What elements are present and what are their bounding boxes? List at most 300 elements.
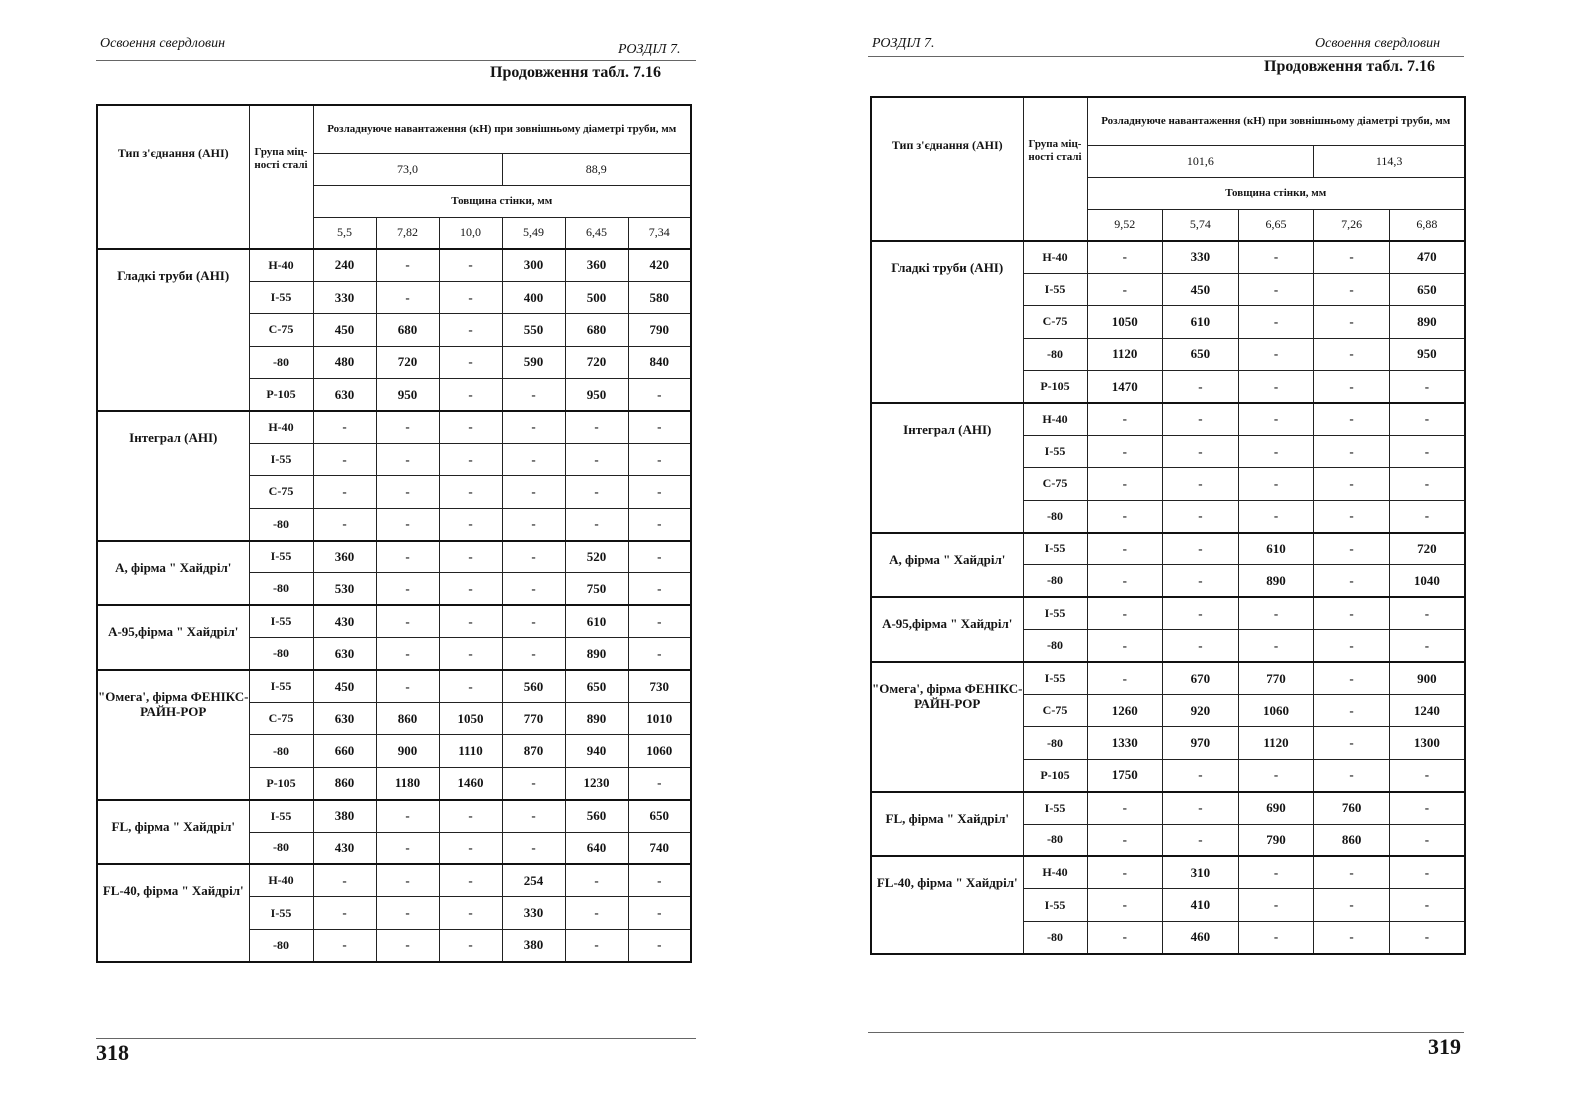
load-value-cell: 730 [628, 670, 691, 702]
load-value-cell: 1010 [628, 702, 691, 734]
load-value-cell: - [439, 541, 502, 573]
wall-thickness-header: 9,52 [1087, 209, 1163, 241]
load-value-cell: - [376, 929, 439, 961]
load-value-cell: 300 [502, 249, 565, 281]
load-value-cell: - [628, 605, 691, 637]
load-value-cell: 870 [502, 735, 565, 767]
load-value-cell: - [502, 832, 565, 864]
steel-grade-cell: Р-105 [249, 767, 313, 799]
load-value-cell: - [376, 411, 439, 443]
load-value-cell: - [628, 929, 691, 961]
load-value-cell: - [376, 638, 439, 670]
load-value-cell: - [502, 573, 565, 605]
load-value-cell: - [1389, 371, 1465, 403]
load-value-cell: - [628, 638, 691, 670]
load-value-cell: 650 [1389, 273, 1465, 305]
wall-thickness-header: 6,65 [1238, 209, 1314, 241]
load-value-cell: - [1163, 533, 1239, 565]
connection-type-cell: А, фірма " Хайдріл' [871, 533, 1023, 598]
load-value-cell: 950 [1389, 338, 1465, 370]
steel-grade-cell: Н-40 [1023, 856, 1087, 888]
load-value-cell: - [1163, 792, 1239, 824]
load-value-cell: - [376, 443, 439, 475]
table-row [871, 597, 1465, 629]
load-value-cell: 900 [376, 735, 439, 767]
left-page [0, 0, 760, 1106]
load-value-cell: 550 [502, 314, 565, 346]
load-value-cell: - [1314, 727, 1390, 759]
load-value-cell: - [439, 638, 502, 670]
load-value-cell: 860 [376, 702, 439, 734]
load-value-cell: - [502, 605, 565, 637]
load-value-cell: - [565, 864, 628, 896]
load-value-cell: - [1163, 824, 1239, 856]
wall-thickness-header: 5,74 [1163, 209, 1239, 241]
wall-thickness-header: 5,49 [502, 217, 565, 249]
connection-type-cell: "Омега', фірма ФЕНІКС-РАЙН-РОР [97, 670, 249, 800]
load-value-cell: - [1163, 468, 1239, 500]
load-value-cell: - [439, 864, 502, 896]
steel-grade-cell: -80 [1023, 500, 1087, 532]
table-row [97, 800, 691, 832]
steel-grade-cell: Н-40 [249, 411, 313, 443]
steel-grade-cell: -80 [1023, 630, 1087, 662]
column-header-type: Тип з'єднання (АНІ) [871, 97, 1023, 241]
table-row [871, 662, 1465, 694]
continuation-caption: Продовження табл. 7.16 [490, 64, 661, 81]
load-value-cell: 950 [376, 379, 439, 411]
diameter-header: 88,9 [502, 153, 691, 185]
table-row [871, 792, 1465, 824]
load-value-cell: 680 [376, 314, 439, 346]
load-value-cell: - [439, 670, 502, 702]
right-page [780, 0, 1596, 1106]
load-value-cell: - [1389, 435, 1465, 467]
load-value-cell: - [628, 411, 691, 443]
table-row [871, 856, 1465, 888]
load-value-cell: 460 [1163, 921, 1239, 953]
load-value-cell: - [1087, 921, 1163, 953]
load-value-cell: - [1238, 306, 1314, 338]
load-value-cell: - [1087, 889, 1163, 921]
header-rule [868, 56, 1464, 57]
load-value-cell: - [376, 670, 439, 702]
load-value-cell: - [1238, 435, 1314, 467]
load-value-cell: - [1087, 630, 1163, 662]
load-value-cell: - [376, 605, 439, 637]
load-value-cell: 530 [313, 573, 376, 605]
load-value-cell: - [313, 508, 376, 540]
load-value-cell: - [1163, 371, 1239, 403]
load-value-cell: 690 [1238, 792, 1314, 824]
connection-type-cell: FL-40, фірма " Хайдріл' [871, 856, 1023, 953]
load-value-cell: - [376, 800, 439, 832]
load-value-cell: 560 [502, 670, 565, 702]
steel-grade-cell: І-55 [249, 670, 313, 702]
load-value-cell: - [439, 508, 502, 540]
load-value-cell: - [313, 864, 376, 896]
load-value-cell: - [628, 767, 691, 799]
steel-grade-cell: С-75 [249, 702, 313, 734]
connection-type-cell: "Омега', фірма ФЕНІКС-РАЙН-РОР [871, 662, 1023, 792]
load-value-cell: - [1163, 759, 1239, 791]
load-value-cell: 1470 [1087, 371, 1163, 403]
load-value-cell: - [1314, 759, 1390, 791]
running-header-right: Освоення свердловин [1315, 36, 1441, 51]
load-value-cell: - [1314, 533, 1390, 565]
load-value-cell: - [1314, 403, 1390, 435]
steel-grade-cell: І-55 [249, 443, 313, 475]
load-value-cell: - [313, 443, 376, 475]
load-value-cell: - [1087, 792, 1163, 824]
load-value-cell: - [439, 379, 502, 411]
load-value-cell: 790 [628, 314, 691, 346]
wall-thickness-label: Товщина стінки, мм [1087, 177, 1465, 209]
load-value-cell: 680 [565, 314, 628, 346]
table-row [97, 864, 691, 896]
load-value-cell: - [1314, 921, 1390, 953]
load-value-cell: 720 [1389, 533, 1465, 565]
load-value-cell: 254 [502, 864, 565, 896]
load-value-cell: 610 [1238, 533, 1314, 565]
load-value-cell: 380 [502, 929, 565, 961]
load-value-cell: - [502, 476, 565, 508]
load-value-cell: 330 [502, 897, 565, 929]
load-value-cell: - [376, 864, 439, 896]
steel-grade-cell: -80 [249, 508, 313, 540]
load-value-cell: 450 [1163, 273, 1239, 305]
steel-grade-cell: -80 [249, 346, 313, 378]
load-value-cell: 450 [313, 670, 376, 702]
load-value-cell: - [1087, 435, 1163, 467]
load-value-cell: 760 [1314, 792, 1390, 824]
steel-grade-cell: Р-105 [1023, 371, 1087, 403]
load-value-cell: 670 [1163, 662, 1239, 694]
load-value-cell: 630 [313, 638, 376, 670]
steel-grade-cell: І-55 [1023, 273, 1087, 305]
load-value-cell: 1750 [1087, 759, 1163, 791]
steel-grade-cell: -80 [249, 832, 313, 864]
load-value-cell: 900 [1389, 662, 1465, 694]
load-value-cell: - [1314, 468, 1390, 500]
load-value-cell: - [628, 476, 691, 508]
load-value-cell: - [1314, 662, 1390, 694]
load-value-cell: - [1238, 856, 1314, 888]
load-value-cell: - [565, 929, 628, 961]
column-header-type: Тип з'єднання (АНІ) [97, 105, 249, 249]
load-value-cell: - [628, 508, 691, 540]
load-value-cell: 1330 [1087, 727, 1163, 759]
steel-grade-cell: С-75 [249, 476, 313, 508]
load-value-cell: - [1314, 435, 1390, 467]
load-value-cell: - [1389, 500, 1465, 532]
steel-grade-cell: -80 [1023, 338, 1087, 370]
load-value-cell: - [1087, 597, 1163, 629]
load-value-cell: - [1087, 565, 1163, 597]
load-value-cell: 310 [1163, 856, 1239, 888]
load-value-cell: - [1314, 889, 1390, 921]
load-value-cell: - [1087, 241, 1163, 273]
steel-grade-cell: С-75 [1023, 306, 1087, 338]
load-value-cell: 1260 [1087, 694, 1163, 726]
load-value-cell: - [439, 832, 502, 864]
load-value-cell: 1120 [1087, 338, 1163, 370]
load-value-cell: - [1087, 533, 1163, 565]
load-value-cell: 450 [313, 314, 376, 346]
load-value-cell: - [502, 541, 565, 573]
load-value-cell: - [439, 411, 502, 443]
table-row [97, 411, 691, 443]
load-value-cell: - [376, 573, 439, 605]
diameter-header: 73,0 [313, 153, 502, 185]
load-value-cell: - [1238, 630, 1314, 662]
steel-grade-cell: І-55 [1023, 889, 1087, 921]
load-value-cell: - [1389, 468, 1465, 500]
steel-grade-cell: Н-40 [1023, 403, 1087, 435]
load-value-cell: 840 [628, 346, 691, 378]
wall-thickness-header: 10,0 [439, 217, 502, 249]
load-value-cell: - [1389, 792, 1465, 824]
load-value-cell: - [628, 443, 691, 475]
load-value-cell: 1230 [565, 767, 628, 799]
load-value-cell: - [565, 476, 628, 508]
load-value-cell: 770 [502, 702, 565, 734]
load-value-cell: - [439, 605, 502, 637]
header-row [97, 105, 691, 153]
load-value-cell: 790 [1238, 824, 1314, 856]
load-value-cell: 650 [565, 670, 628, 702]
load-value-cell: 630 [313, 702, 376, 734]
load-value-cell: - [439, 346, 502, 378]
load-value-cell: 590 [502, 346, 565, 378]
load-value-cell: 750 [565, 573, 628, 605]
load-value-cell: - [628, 864, 691, 896]
load-value-cell: - [1087, 856, 1163, 888]
load-value-cell: - [502, 800, 565, 832]
load-value-cell: 330 [313, 281, 376, 313]
load-value-cell: 240 [313, 249, 376, 281]
steel-grade-cell: І-55 [1023, 792, 1087, 824]
load-value-cell: - [1389, 824, 1465, 856]
load-value-cell: - [313, 929, 376, 961]
load-value-cell: - [1314, 500, 1390, 532]
load-value-cell: 360 [313, 541, 376, 573]
load-value-cell: - [1087, 273, 1163, 305]
table-row [97, 541, 691, 573]
steel-grade-cell: І-55 [1023, 662, 1087, 694]
steel-grade-cell: І-55 [249, 541, 313, 573]
steel-grade-cell: І-55 [249, 605, 313, 637]
load-value-cell: - [502, 508, 565, 540]
steel-grade-cell: -80 [249, 573, 313, 605]
diameter-header: 114,3 [1314, 145, 1465, 177]
load-value-cell: - [1163, 630, 1239, 662]
load-value-cell: 400 [502, 281, 565, 313]
load-value-cell: - [1238, 273, 1314, 305]
load-value-cell: 970 [1163, 727, 1239, 759]
load-value-cell: 470 [1389, 241, 1465, 273]
header-row [871, 97, 1465, 145]
load-value-cell: - [1087, 500, 1163, 532]
page-number: 318 [96, 1040, 129, 1065]
connection-type-cell: Інтеграл (АНІ) [97, 411, 249, 541]
connection-type-cell: FL, фірма " Хайдріл' [97, 800, 249, 865]
load-value-cell: - [1163, 565, 1239, 597]
load-value-cell: - [1087, 824, 1163, 856]
load-value-cell: - [1389, 889, 1465, 921]
load-value-cell: - [565, 897, 628, 929]
wall-thickness-header: 6,88 [1389, 209, 1465, 241]
load-value-cell: 1300 [1389, 727, 1465, 759]
steel-grade-cell: І-55 [249, 897, 313, 929]
table-row [871, 241, 1465, 273]
steel-grade-cell: І-55 [1023, 597, 1087, 629]
load-value-cell: - [1314, 273, 1390, 305]
load-value-cell: 950 [565, 379, 628, 411]
load-value-cell: - [565, 508, 628, 540]
load-value-cell: - [1163, 403, 1239, 435]
table-row [871, 403, 1465, 435]
load-value-cell: - [376, 249, 439, 281]
load-value-cell: 610 [565, 605, 628, 637]
steel-grade-cell: І-55 [249, 281, 313, 313]
load-value-cell: - [1314, 306, 1390, 338]
load-value-cell: 890 [565, 638, 628, 670]
load-value-cell: 1040 [1389, 565, 1465, 597]
load-value-cell: - [1087, 403, 1163, 435]
load-value-cell: - [439, 443, 502, 475]
steel-grade-cell: -80 [1023, 727, 1087, 759]
table-row [97, 605, 691, 637]
load-value-cell: - [439, 573, 502, 605]
load-value-cell: - [1163, 597, 1239, 629]
steel-grade-cell: І-55 [1023, 435, 1087, 467]
load-value-cell: 770 [1238, 662, 1314, 694]
load-value-cell: 720 [376, 346, 439, 378]
load-value-cell: - [376, 897, 439, 929]
load-value-cell: - [313, 476, 376, 508]
load-value-cell: 1110 [439, 735, 502, 767]
load-value-cell: - [502, 379, 565, 411]
load-value-cell: - [628, 541, 691, 573]
load-value-cell: - [376, 508, 439, 540]
load-value-cell: - [1389, 403, 1465, 435]
table-row [97, 670, 691, 702]
load-value-cell: - [1389, 921, 1465, 953]
load-value-cell: - [1314, 856, 1390, 888]
load-value-cell: - [502, 411, 565, 443]
load-value-cell: - [439, 476, 502, 508]
table-row [97, 249, 691, 281]
load-value-cell: 640 [565, 832, 628, 864]
wall-thickness-label: Товщина стінки, мм [313, 185, 691, 217]
steel-grade-cell: -80 [1023, 921, 1087, 953]
load-value-cell: 1180 [376, 767, 439, 799]
running-header-left: Освоення свердловин [100, 36, 226, 51]
load-value-cell: - [1238, 338, 1314, 370]
column-header-caption: Розладнуюче навантаження (кН) при зовнішньому діаметрі труби, мм [313, 105, 691, 153]
load-value-cell: - [1389, 630, 1465, 662]
steel-grade-cell: Н-40 [1023, 241, 1087, 273]
load-value-cell: - [439, 249, 502, 281]
connection-type-cell: Гладкі труби (АНІ) [97, 249, 249, 411]
wall-thickness-header: 7,34 [628, 217, 691, 249]
load-value-cell: 580 [628, 281, 691, 313]
wall-thickness-header: 5,5 [313, 217, 376, 249]
load-value-cell: - [1314, 597, 1390, 629]
load-value-cell: - [439, 281, 502, 313]
load-value-cell: - [1163, 435, 1239, 467]
column-header-group: Група міц-ності сталі [249, 105, 313, 249]
load-value-cell: 650 [628, 800, 691, 832]
load-value-cell: - [1238, 889, 1314, 921]
footer-rule [868, 1032, 1464, 1033]
load-value-cell: 560 [565, 800, 628, 832]
load-value-cell: 660 [313, 735, 376, 767]
load-value-cell: 940 [565, 735, 628, 767]
load-value-cell: 890 [1389, 306, 1465, 338]
steel-grade-cell: -80 [1023, 824, 1087, 856]
load-value-cell: - [439, 929, 502, 961]
load-value-cell: - [1238, 468, 1314, 500]
load-value-cell: 630 [313, 379, 376, 411]
connection-type-cell: А-95,фірма " Хайдріл' [871, 597, 1023, 662]
steel-grade-cell: -80 [1023, 565, 1087, 597]
page-number: 319 [1428, 1034, 1461, 1059]
load-value-cell: 520 [565, 541, 628, 573]
steel-grade-cell: -80 [249, 929, 313, 961]
load-value-cell: 1050 [1087, 306, 1163, 338]
load-value-cell: - [313, 897, 376, 929]
connection-type-cell: FL, фірма " Хайдріл' [871, 792, 1023, 857]
load-value-cell: 380 [313, 800, 376, 832]
column-header-caption: Розладнуюче навантаження (кН) при зовнішньому діаметрі труби, мм [1087, 97, 1465, 145]
load-value-cell: - [502, 443, 565, 475]
load-value-cell: - [376, 541, 439, 573]
load-value-cell: - [1314, 371, 1390, 403]
connection-type-cell: А-95,фірма " Хайдріл' [97, 605, 249, 670]
load-value-cell: - [1389, 759, 1465, 791]
load-value-cell: - [376, 281, 439, 313]
connection-type-cell: FL-40, фірма " Хайдріл' [97, 864, 249, 961]
load-value-cell: - [1238, 403, 1314, 435]
load-value-cell: 1240 [1389, 694, 1465, 726]
load-value-cell: 430 [313, 832, 376, 864]
load-value-cell: 860 [1314, 824, 1390, 856]
footer-rule [96, 1038, 696, 1039]
load-value-cell: - [1314, 694, 1390, 726]
connection-type-cell: А, фірма " Хайдріл' [97, 541, 249, 606]
load-value-cell: 860 [313, 767, 376, 799]
load-value-cell: - [1238, 500, 1314, 532]
running-header-section: РОЗДІЛ 7. [618, 42, 681, 57]
steel-grade-cell: Р-105 [249, 379, 313, 411]
load-value-cell: - [628, 897, 691, 929]
load-value-cell: 500 [565, 281, 628, 313]
table-row [871, 533, 1465, 565]
load-value-cell: 430 [313, 605, 376, 637]
load-value-cell: 890 [1238, 565, 1314, 597]
load-value-cell: - [439, 897, 502, 929]
data-table [96, 104, 692, 963]
steel-grade-cell: Н-40 [249, 864, 313, 896]
load-value-cell: 740 [628, 832, 691, 864]
connection-type-cell: Гладкі труби (АНІ) [871, 241, 1023, 403]
steel-grade-cell: -80 [249, 735, 313, 767]
steel-grade-cell: С-75 [1023, 694, 1087, 726]
load-value-cell: 1060 [1238, 694, 1314, 726]
load-value-cell: 330 [1163, 241, 1239, 273]
